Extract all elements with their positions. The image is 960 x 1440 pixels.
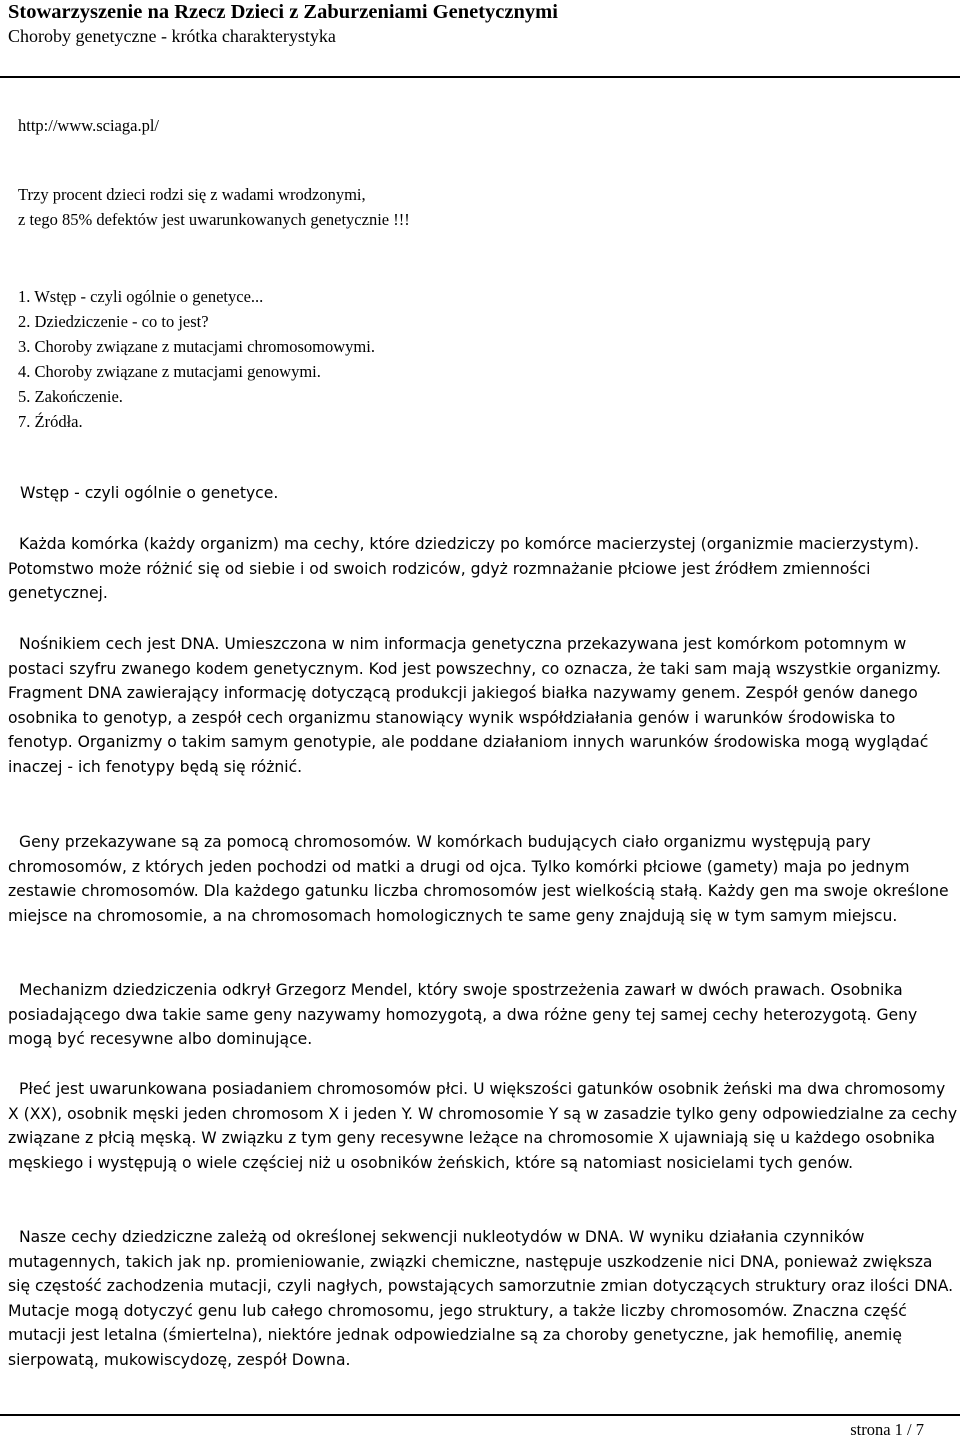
body-paragraph: Nośnikiem cech jest DNA. Umieszczona w nim informacja genetyczna przekazywana jest komórkom potomnym w postaci szyfru zwanego kodem genetycznym. Kod jest powszechny, co oznacza, że taki sam mają wszystkie organizmy. Fragment DNA zawierający informację dotyczącą produkcji jakiegoś białka nazywamy genem. Zespół genów danego osobnika to genotyp, a zespół cech organizmu stanowiący wynik współdziałania genów i warunków środowiska to fenotyp. Organizmy o takim samym genotypie, ale poddane działaniom innych warunków środowiska mogą wyglądać inaczej - ich fenotypy będą się różnić. — [8, 635, 941, 776]
body-paragraph: Płeć jest uwarunkowana posiadaniem chromosomów płci. U większości gatunków osobnik żeński ma dwa chromosomy X (XX), osobnik męski jeden chromosom X i jeden Y. W chromosomie Y są w zasadzie tylko geny odpowiedzialne za cechy związane z płcią męską. W związku z tym geny recesywne leżące na chromosomie X ujawniają się u każdego osobnika męskiego i występują o wiele częściej niż u osobników żeńskich, które są natomiast nosicielami tych genów. — [8, 1080, 958, 1172]
page-number: strona 1 / 7 — [850, 1420, 924, 1439]
toc-item: 4. Choroby związane z mutacjami genowymi. — [18, 362, 321, 381]
intro-text — [18, 182, 410, 232]
document-subtitle: Choroby genetyczne - krótka charakterystyka — [8, 26, 336, 46]
table-of-contents — [18, 284, 375, 434]
intro-line: z tego 85% defektów jest uwarunkowanych genetycznie !!! — [18, 210, 410, 229]
toc-item: 3. Choroby związane z mutacjami chromosomowymi. — [18, 337, 375, 356]
section-heading: Wstęp - czyli ogólnie o genetyce. — [20, 484, 279, 502]
document-header — [8, 0, 952, 47]
organization-title: Stowarzyszenie na Rzecz Dzieci z Zaburzeniami Genetycznymi — [8, 1, 558, 23]
body-paragraph: Geny przekazywane są za pomocą chromosomów. W komórkach budujących ciało organizmu występują pary chromosomów, z których jeden pochodzi od matki a drugi od ojca. Tylko komórki płciowe (gamety) maja po jednym zestawie chromosomów. Dla każdego gatunku liczba chromosomów jest wielkością stałą. Każdy gen ma swoje określone miejsce na chromosomie, a na chromosomach homologicznych te same geny znajdują się w tym samym miejscu. — [8, 833, 949, 925]
footer-divider — [0, 1414, 960, 1416]
header-divider — [0, 76, 960, 78]
toc-item: 2. Dziedziczenie - co to jest? — [18, 312, 209, 331]
intro-line: Trzy procent dzieci rodzi się z wadami wrodzonymi, — [18, 185, 366, 204]
toc-item: 5. Zakończenie. — [18, 387, 123, 406]
body-paragraph: Każda komórka (każdy organizm) ma cechy, które dziedziczy po komórce macierzystej (organizmie macierzystym). Potomstwo może różnić się od siebie i od swoich rodziców, gdyż rozmnażanie płciowe jest źródłem zmienności genetycznej. — [8, 535, 920, 603]
body-paragraph: Nasze cechy dziedziczne zależą od określonej sekwencji nukleotydów w DNA. W wyniku działania czynników mutagennych, takich jak np. promieniowanie, związki chemiczne, następuje uszkodzenie nici DNA, ponieważ zwiększa się częstość zachodzenia mutacji, czyli nagłych, powstających samorzutnie zmian dotyczących struktury oraz ilości DNA. Mutacje mogą dotyczyć genu lub całego chromosomu, jego struktury, a także liczby chromosomów. Znaczna część mutacji jest letalna (śmiertelna), niektóre jednak odpowiedzialne są za choroby genetyczne, jak hemofilię, anemię sierpowatą, mukowiscydozę, zespół Downa. — [8, 1228, 954, 1369]
toc-item: 7. Źródła. — [18, 412, 83, 431]
body-paragraph: Mechanizm dziedziczenia odkrył Grzegorz Mendel, który swoje spostrzeżenia zawarł w dwóch prawach. Osobnika posiadającego dwa takie same geny nazywamy homozygotą, a dwa różne geny tej samej cechy heterozygotą. Geny mogą być recesywne albo dominujące. — [8, 981, 918, 1049]
source-url: http://www.sciaga.pl/ — [18, 116, 159, 135]
toc-item: 1. Wstęp - czyli ogólnie o genetyce... — [18, 287, 264, 306]
